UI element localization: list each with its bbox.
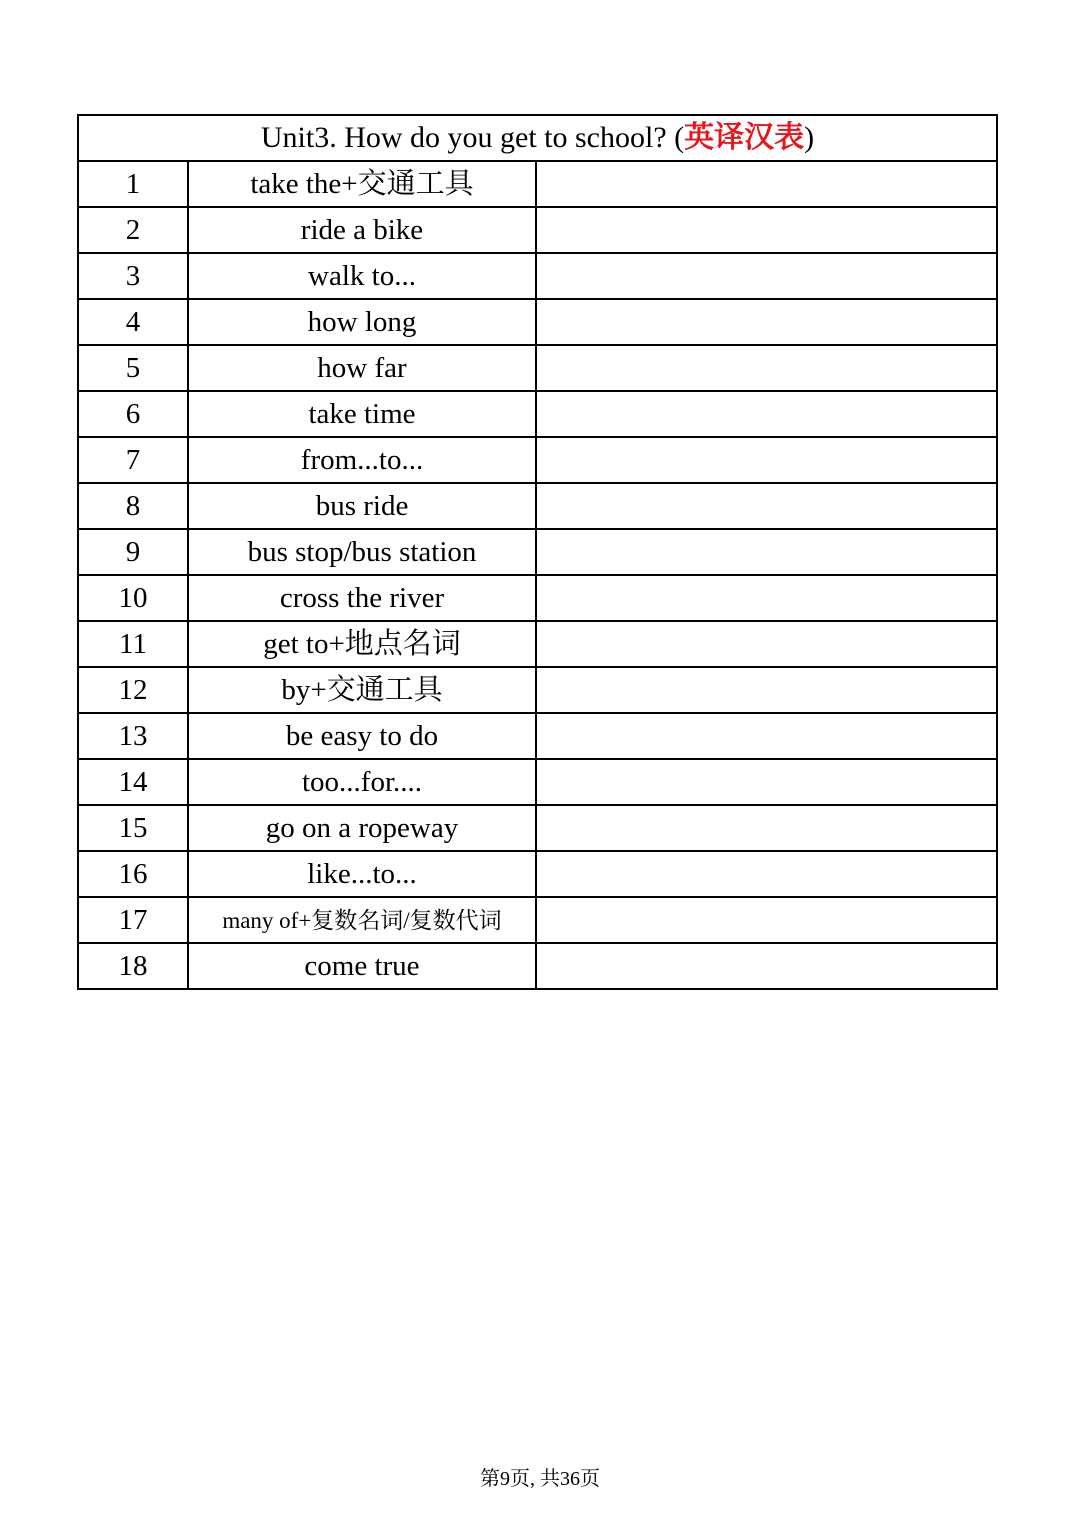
row-phrase: ride a bike — [188, 207, 536, 253]
row-answer-cell[interactable] — [536, 713, 997, 759]
table-row — [78, 253, 997, 299]
row-phrase: by+交通工具 — [188, 667, 536, 713]
row-number: 10 — [78, 575, 188, 621]
title-accent: 英译汉表 — [684, 121, 805, 154]
row-number: 9 — [78, 529, 188, 575]
row-answer-cell[interactable] — [536, 299, 997, 345]
title-suffix: ) — [804, 121, 815, 154]
table-row — [78, 851, 997, 897]
row-number: 15 — [78, 805, 188, 851]
row-number: 12 — [78, 667, 188, 713]
row-answer-cell[interactable] — [536, 575, 997, 621]
table-row — [78, 345, 997, 391]
row-phrase: cross the river — [188, 575, 536, 621]
row-answer-cell[interactable] — [536, 897, 997, 943]
table-title — [78, 115, 997, 161]
row-number: 16 — [78, 851, 188, 897]
row-answer-cell[interactable] — [536, 345, 997, 391]
table-row — [78, 391, 997, 437]
row-answer-cell[interactable] — [536, 483, 997, 529]
row-phrase: walk to... — [188, 253, 536, 299]
table-row — [78, 943, 997, 989]
row-phrase: come true — [188, 943, 536, 989]
row-number: 7 — [78, 437, 188, 483]
row-phrase: take time — [188, 391, 536, 437]
row-number: 2 — [78, 207, 188, 253]
row-answer-cell[interactable] — [536, 391, 997, 437]
table-row — [78, 529, 997, 575]
row-answer-cell[interactable] — [536, 161, 997, 207]
row-phrase: bus ride — [188, 483, 536, 529]
row-number: 14 — [78, 759, 188, 805]
table-row — [78, 299, 997, 345]
row-number: 3 — [78, 253, 188, 299]
row-number: 13 — [78, 713, 188, 759]
row-phrase: bus stop/bus station — [188, 529, 536, 575]
row-answer-cell[interactable] — [536, 253, 997, 299]
table-row — [78, 759, 997, 805]
row-phrase: too...for.... — [188, 759, 536, 805]
table-row — [78, 207, 997, 253]
table-row — [78, 483, 997, 529]
row-answer-cell[interactable] — [536, 207, 997, 253]
row-number: 17 — [78, 897, 188, 943]
table-row — [78, 713, 997, 759]
page-footer: 第9页, 共36页 — [480, 1468, 600, 1490]
row-number: 5 — [78, 345, 188, 391]
row-phrase: take the+交通工具 — [188, 161, 536, 207]
row-answer-cell[interactable] — [536, 437, 997, 483]
row-answer-cell[interactable] — [536, 851, 997, 897]
row-number: 11 — [78, 621, 188, 667]
row-answer-cell[interactable] — [536, 621, 997, 667]
table-title-row — [78, 115, 997, 161]
table-row — [78, 805, 997, 851]
row-number: 4 — [78, 299, 188, 345]
row-answer-cell[interactable] — [536, 759, 997, 805]
row-phrase: from...to... — [188, 437, 536, 483]
table-row — [78, 575, 997, 621]
row-answer-cell[interactable] — [536, 529, 997, 575]
row-phrase: like...to... — [188, 851, 536, 897]
vocabulary-table — [77, 114, 998, 990]
row-number: 1 — [78, 161, 188, 207]
table-row — [78, 667, 997, 713]
row-number: 18 — [78, 943, 188, 989]
row-phrase: how long — [188, 299, 536, 345]
table-row — [78, 897, 997, 943]
table-row — [78, 621, 997, 667]
table-row — [78, 437, 997, 483]
row-answer-cell[interactable] — [536, 943, 997, 989]
row-phrase: how far — [188, 345, 536, 391]
row-number: 8 — [78, 483, 188, 529]
row-number: 6 — [78, 391, 188, 437]
row-answer-cell[interactable] — [536, 667, 997, 713]
row-phrase: be easy to do — [188, 713, 536, 759]
table-row — [78, 161, 997, 207]
row-phrase: get to+地点名词 — [188, 621, 536, 667]
row-answer-cell[interactable] — [536, 805, 997, 851]
title-prefix: Unit3. How do you get to school? ( — [260, 121, 685, 154]
row-phrase: many of+复数名词/复数代词 — [188, 897, 536, 943]
row-phrase: go on a ropeway — [188, 805, 536, 851]
